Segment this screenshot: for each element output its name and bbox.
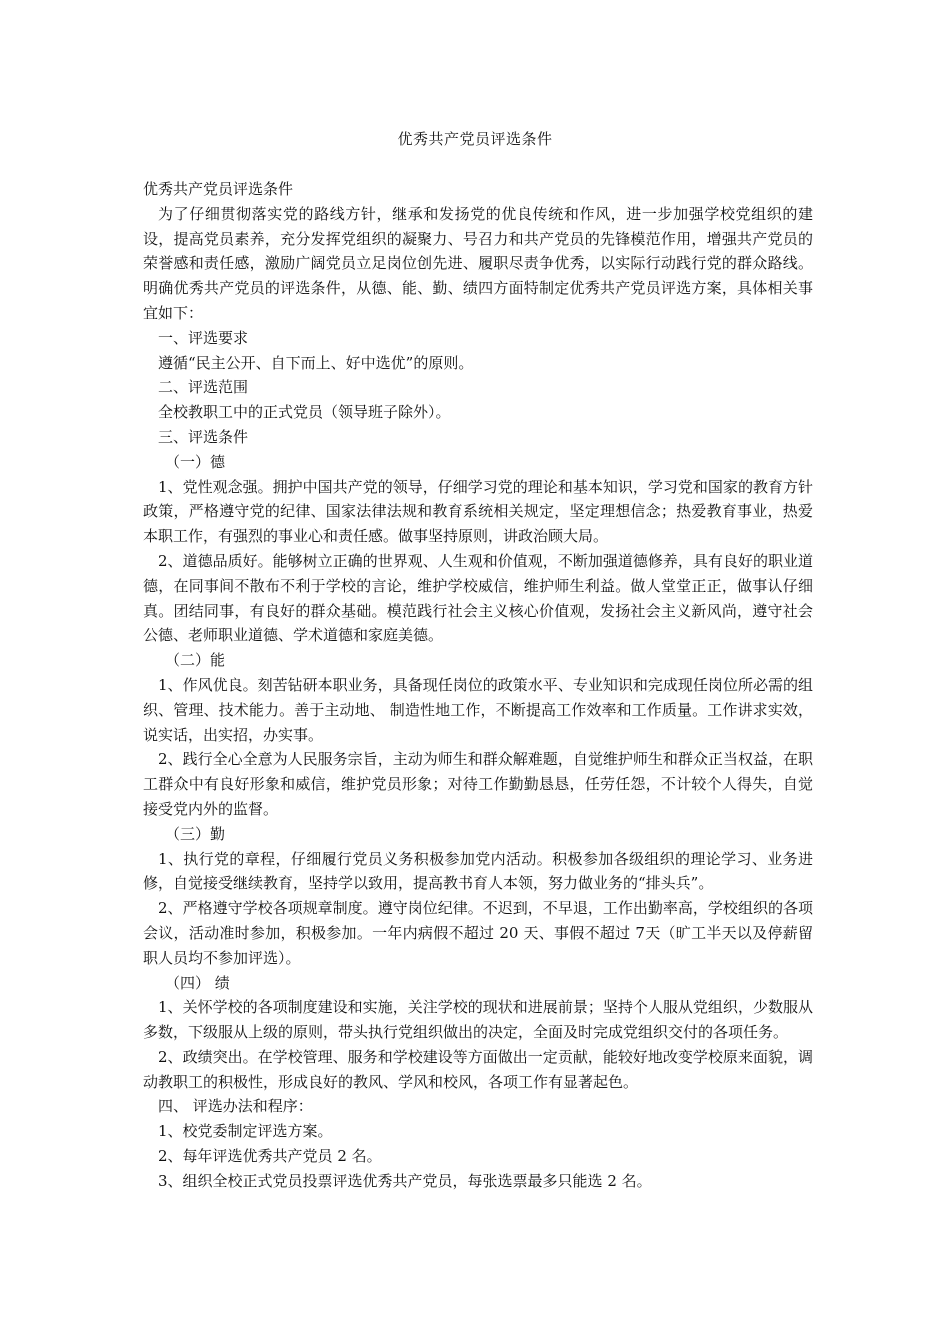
paragraph: 一、评选要求 — [158, 328, 249, 347]
paragraph: （一）德 — [165, 452, 226, 471]
paragraph: 3、组织全校正式党员投票评选优秀共产党员，每张选票最多只能选 2 名。 — [158, 1171, 652, 1190]
paragraph: 1、执行党的章程，仔细履行党员义务积极参加党内活动。积极参加各级组织的理论学习、业务进修，自觉接受继续教育，坚持学以致用，提高教书育人本领，努力做业务的“排头兵”。 — [143, 849, 813, 893]
paragraph: 四、 评选办法和程序： — [158, 1097, 313, 1116]
paragraph: 全校教职工中的正式党员（领导班子除外）。 — [158, 403, 451, 422]
paragraph: 2、道德品质好。能够树立正确的世界观、人生观和价值观，不断加强道德修养，具有良好的职业道德，在同事间不散布不利于学校的言论，维护学校威信，维护师生利益。做人堂堂正正，做事认仔细真。团结同事，有良好的群众基础。模范践行社会主义核心价值观，发扬社会主义新风尚，遵守社会公德、老师职业道德、学术道德和家庭美德。 — [143, 551, 813, 645]
paragraph: （二）能 — [165, 651, 226, 670]
paragraph: 1、关怀学校的各项制度建设和实施，关注学校的现状和进展前景；坚持个人服从党组织，少数服从多数，下级服从上级的原则，带头执行党组织做出的决定，全面及时完成党组织交付的各项任务。 — [143, 998, 813, 1042]
paragraph: 2、政绩突出。在学校管理、服务和学校建设等方面做出一定贡献，能较好地改变学校原来面貌，调动教职工的积极性，形成良好的教风、学风和校风，各项工作有显著起色。 — [143, 1047, 813, 1091]
paragraph: 为了仔细贯彻落实党的路线方针，继承和发扬党的优良传统和作风，进一步加强学校党组织的建设，提高党员素养，充分发挥党组织的凝聚力、号召力和共产党员的先锋模范作用，增强共产党员的荣誉感和责任感，激励广阔党员立足岗位创先进、履职尽责争优秀，以实际行动践行党的群众路线。明确优秀共产党员的评选条件，从德、能、勤、绩四方面特制定优秀共产党员评选方案，具体相关事宜如下： — [143, 204, 813, 322]
paragraph: 1、党性观念强。拥护中国共产党的领导，仔细学习党的理论和基本知识，学习党和国家的教育方针政策，严格遵守党的纪律、国家法律法规和教育系统相关规定，坚定理想信念；热爱教育事业，热爱本职工作，有强烈的事业心和责任感。做事坚持原则，讲政治顾大局。 — [143, 477, 813, 546]
paragraph: 遵循“民主公开、自下而上、好中选优”的原则。 — [158, 353, 474, 372]
paragraph: 2、践行全心全意为人民服务宗旨，主动为师生和群众解难题，自觉维护师生和群众正当权益，在职工群众中有良好形象和威信，维护党员形象；对待工作勤勤恳恳，任劳任怨，不计较个人得失，自觉接受党内外的监督。 — [143, 750, 813, 818]
paragraph: （四） 绩 — [165, 973, 230, 992]
document-title: 优秀共产党员评选条件 — [397, 130, 553, 148]
paragraph: 优秀共产党员评选条件 — [143, 180, 294, 198]
paragraph: 三、评选条件 — [158, 427, 249, 446]
paragraph: 1、校党委制定评选方案。 — [158, 1122, 333, 1141]
paragraph: 2、严格遵守学校各项规章制度。遵守岗位纪律。不迟到，不早退，工作出勤率高，学校组织的各项会议，活动准时参加，积极参加。一年内病假不超过 20 天、事假不超过 7天（旷工半天以及停薪留职人员均不参加评选）。 — [143, 899, 813, 967]
paragraph: （三）勤 — [165, 824, 226, 843]
document-body — [143, 177, 813, 1194]
paragraph: 2、每年评选优秀共产党员 2 名。 — [158, 1147, 382, 1166]
paragraph: 1、作风优良。刻苦钻研本职业务，具备现任岗位的政策水平、专业知识和完成现任岗位所必需的组织、管理、技术能力。善于主动地、 制造性地工作，不断提高工作效率和工作质量。工作讲求实效，说实话，出实招，办实事。 — [143, 675, 813, 744]
paragraph: 二、评选范围 — [158, 378, 249, 397]
